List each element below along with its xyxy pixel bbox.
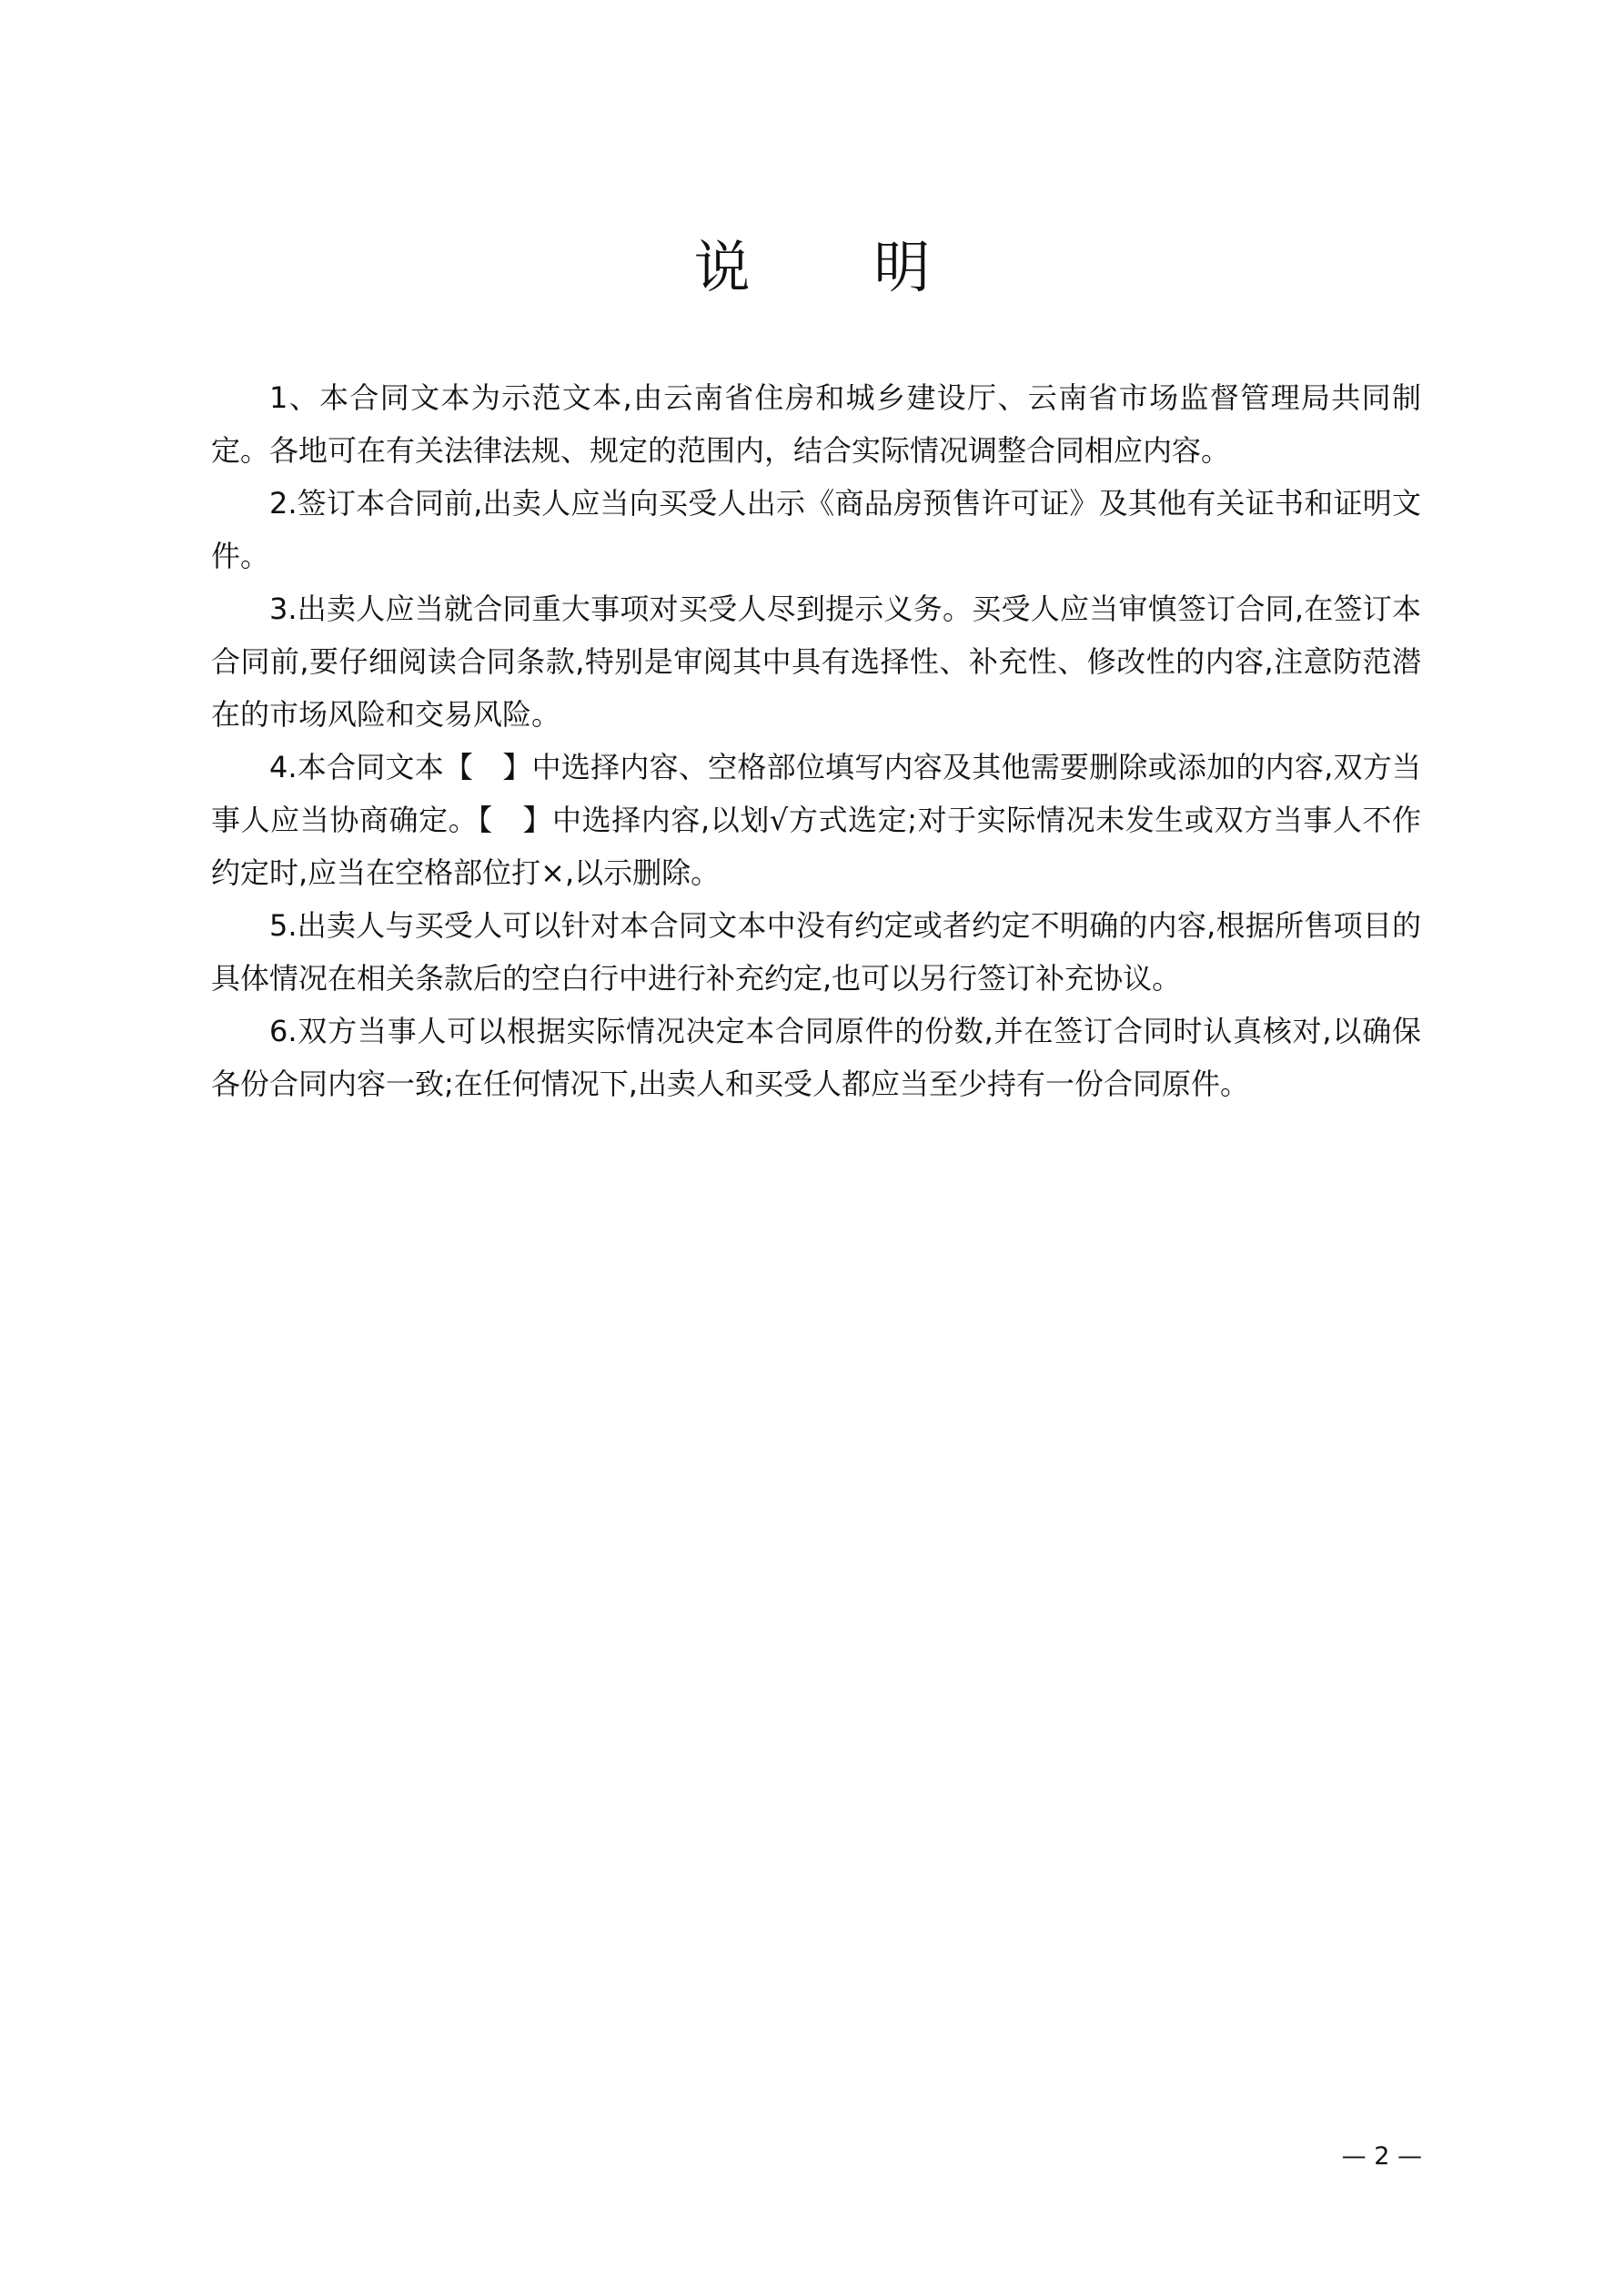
instruction-paragraph-5: 5.出卖人与买受人可以针对本合同文本中没有约定或者约定不明确的内容,根据所售项目的具体情况在相关条款后的空白行中进行补充约定,也可以另行签订补充协议。 [211,908,1421,996]
page-title: 说 明 [693,233,983,300]
instruction-paragraph-6: 6.双方当事人可以根据实际情况决定本合同原件的份数,并在签订合同时认真核对,以确保各份合同内容一致;在任何情况下,出卖人和买受人都应当至少持有一份合同原件。 [211,1014,1421,1101]
instruction-paragraph-4: 4.本合同文本【 】中选择内容、空格部位填写内容及其他需要删除或添加的内容,双方当事人应当协商确定。【 】中选择内容,以划√方式选定;对于实际情况未发生或双方当事人不作约定时,应当在空格部位打×,以示删除。 [211,750,1421,890]
instruction-paragraph-1: 1、本合同文本为示范文本,由云南省住房和城乡建设厅、云南省市场监督管理局共同制定。各地可在有关法律法规、规定的范围内，结合实际情况调整合同相应内容。 [211,380,1421,468]
instruction-paragraph-2: 2.签订本合同前,出卖人应当向买受人出示《商品房预售许可证》及其他有关证书和证明文件。 [211,486,1421,573]
instruction-paragraph-3: 3.出卖人应当就合同重大事项对买受人尽到提示义务。买受人应当审慎签订合同,在签订本合同前,要仔细阅读合同条款,特别是审阅其中具有选择性、补充性、修改性的内容,注意防范潜在的市场风险和交易风险。 [211,592,1421,732]
instructions-body [211,371,1421,1110]
page-number: — 2 — [1341,2142,1422,2170]
